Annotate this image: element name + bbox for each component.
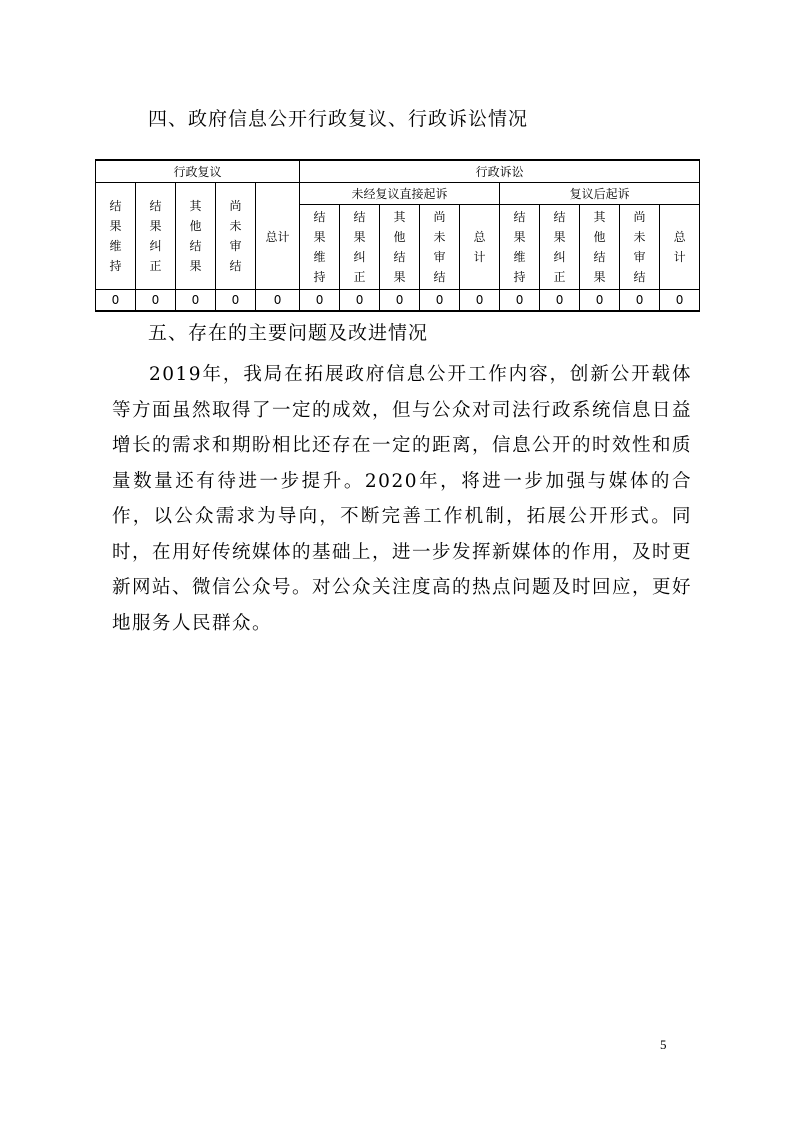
direct-col-other: 其他结果 <box>380 205 420 290</box>
value-cell: 0 <box>256 290 300 312</box>
review-col-total: 总计 <box>256 183 300 290</box>
litigation-header: 行政诉讼 <box>300 160 700 183</box>
value-cell: 0 <box>540 290 580 312</box>
direct-col-total: 总计 <box>460 205 500 290</box>
value-cell: 0 <box>216 290 256 312</box>
direct-col-upheld: 结果维持 <box>300 205 340 290</box>
post-col-pending: 尚未审结 <box>620 205 660 290</box>
post-col-corrected: 结果纠正 <box>540 205 580 290</box>
review-col-corrected: 结果纠正 <box>136 183 176 290</box>
post-col-total: 总计 <box>660 205 700 290</box>
litigation-review-table <box>95 159 700 312</box>
section-5-heading: 五、存在的主要问题及改进情况 <box>148 322 429 344</box>
value-cell: 0 <box>620 290 660 312</box>
value-cell: 0 <box>176 290 216 312</box>
value-cell: 0 <box>460 290 500 312</box>
value-cell: 0 <box>300 290 340 312</box>
direct-col-corrected: 结果纠正 <box>340 205 380 290</box>
page-number: 5 <box>660 1037 667 1052</box>
body-paragraph: 2019年，我局在拓展政府信息公开工作内容，创新公开载体等方面虽然取得了一定的成效，但与公众对司法行政系统信息日益增长的需求和期盼相比还存在一定的距离，信息公开的时效性和质量数量还有待进一步提升。2020年，将进一步加强与媒体的合作，以公众需求为导向，不断完善工作机制，拓展公开形式。同时，在用好传统媒体的基础上，进一步发挥新媒体的作用，及时更新网站、微信公众号。对公众关注度高的热点问题及时回应，更好地服务人民群众。 <box>112 364 693 634</box>
review-col-pending: 尚未审结 <box>216 183 256 290</box>
value-cell: 0 <box>96 290 136 312</box>
value-cell: 0 <box>580 290 620 312</box>
value-cell: 0 <box>340 290 380 312</box>
section-4-heading: 四、政府信息公开行政复议、行政诉讼情况 <box>148 108 529 130</box>
review-col-other: 其他结果 <box>176 183 216 290</box>
value-cell: 0 <box>136 290 176 312</box>
post-col-other: 其他结果 <box>580 205 620 290</box>
admin-review-header: 行政复议 <box>96 160 300 183</box>
value-cell: 0 <box>420 290 460 312</box>
value-cell: 0 <box>380 290 420 312</box>
direct-suit-header: 未经复议直接起诉 <box>300 183 500 205</box>
review-col-upheld: 结果维持 <box>96 183 136 290</box>
post-col-upheld: 结果维持 <box>500 205 540 290</box>
direct-col-pending: 尚未审结 <box>420 205 460 290</box>
value-cell: 0 <box>660 290 700 312</box>
post-review-suit-header: 复议后起诉 <box>500 183 700 205</box>
value-cell: 0 <box>500 290 540 312</box>
